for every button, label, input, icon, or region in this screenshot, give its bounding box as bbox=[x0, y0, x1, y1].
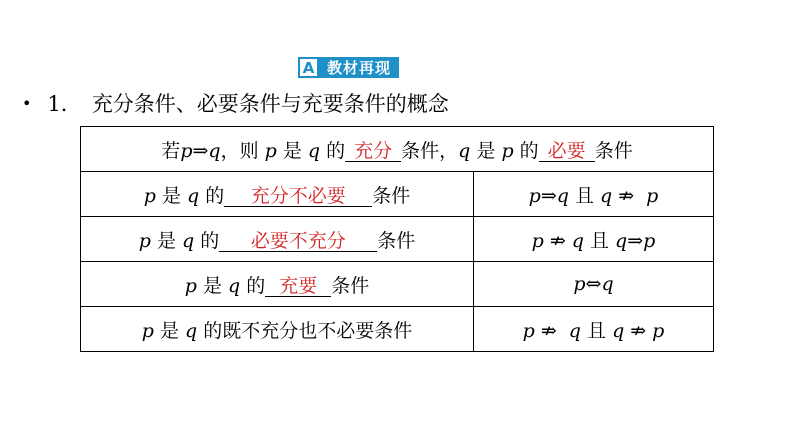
relation-cell: p⇔q bbox=[474, 262, 714, 307]
table-row bbox=[81, 217, 714, 262]
section-heading bbox=[22, 88, 449, 118]
concepts-table bbox=[80, 126, 714, 352]
table-row bbox=[81, 307, 714, 352]
condition-cell: p 是 q 的既不充分也不必要条件 bbox=[81, 307, 474, 352]
badge-title: 教材再现 bbox=[319, 57, 399, 78]
section-badge bbox=[298, 57, 399, 78]
badge-letter: A bbox=[298, 57, 319, 78]
condition-cell: p 是 q 的 必要不充分 条件 bbox=[81, 217, 474, 262]
answer-blank: 充要 bbox=[265, 276, 331, 298]
table-row bbox=[81, 127, 714, 172]
relation-cell: p⇒q 且 q ⇏ p bbox=[474, 172, 714, 217]
relation-cell: p ⇏ q 且 q⇒p bbox=[474, 217, 714, 262]
bullet-icon: • bbox=[22, 93, 32, 113]
condition-cell: p 是 q 的 充分不必要 条件 bbox=[81, 172, 474, 217]
answer-blank: 充分不必要 bbox=[224, 186, 372, 208]
table-row bbox=[81, 172, 714, 217]
answer-blank: 必要不充分 bbox=[219, 231, 377, 253]
answer-blank: 必要 bbox=[539, 141, 595, 163]
relation-cell: p ⇏ q 且 q ⇏ p bbox=[474, 307, 714, 352]
definition-cell: 若p⇒q，则 p 是 q 的 充分 条件，q 是 p 的 必要 条件 bbox=[81, 127, 714, 172]
table-row bbox=[81, 262, 714, 307]
answer-blank: 充分 bbox=[345, 141, 401, 163]
condition-cell: p 是 q 的 充要 条件 bbox=[81, 262, 474, 307]
heading-title: 充分条件、必要条件与充要条件的概念 bbox=[91, 92, 449, 116]
heading-number: 1． bbox=[47, 92, 82, 116]
